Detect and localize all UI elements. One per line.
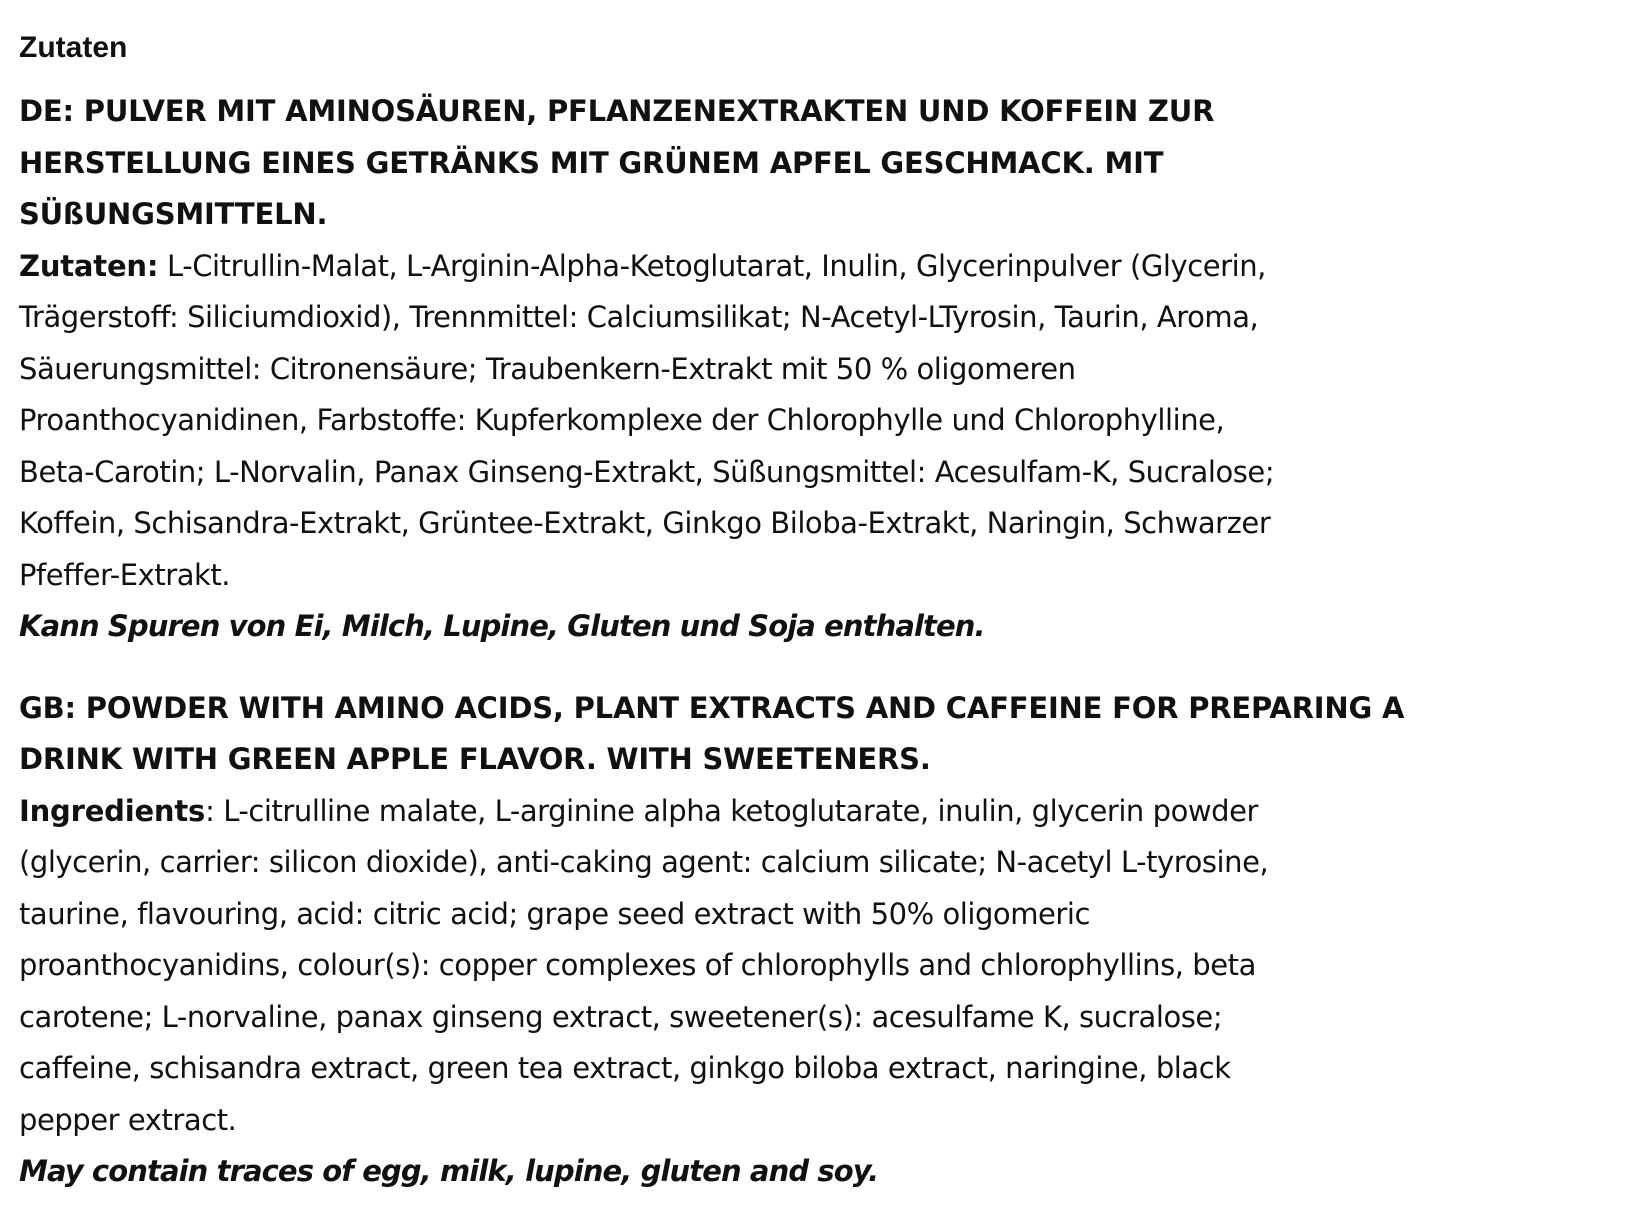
allergen-note: Kann Spuren von Ei, Milch, Lupine, Gluten und Soja enthalten. bbox=[19, 609, 985, 643]
ingredients-label: Ingredients bbox=[19, 793, 206, 828]
allergen-note: May contain traces of egg, milk, lupine, gluten and soy. bbox=[19, 1154, 879, 1188]
ingredients-line: Trägerstoff: Siliciumdioxid), Trennmittel: Calciumsilikat; N-Acetyl-LTyrosin, Taurin, Aroma, bbox=[19, 300, 1259, 334]
ingredients-line: proanthocyanidins, colour(s): copper complexes of chlorophylls and chlorophyllins, beta bbox=[19, 948, 1256, 982]
ingredients-line: pepper extract. bbox=[19, 1102, 237, 1137]
ingredients-line: (glycerin, carrier: silicon dioxide), anti-caking agent: calcium silicate; N-acetyl L-tyrosine, bbox=[19, 845, 1269, 879]
ingredients-line: Koffein, Schisandra-Extrakt, Grüntee-Extrakt, Ginkgo Biloba-Extrakt, Naringin, Schwarzer bbox=[19, 506, 1271, 540]
section-de-title bbox=[19, 86, 1419, 241]
section-gb-title-line: GB: POWDER WITH AMINO ACIDS, PLANT EXTRACTS AND CAFFEINE FOR PREPARING A bbox=[19, 690, 1405, 725]
section-gb bbox=[19, 683, 1419, 1198]
ingredients-line: Proanthocyanidinen, Farbstoffe: Kupferkomplexe der Chlorophylle und Chlorophylline, bbox=[19, 403, 1225, 437]
ingredients-line: : L-citrulline malate, L-arginine alpha ketoglutarate, inulin, glycerin powder bbox=[205, 793, 1258, 828]
ingredients-line: Säuerungsmittel: Citronensäure; Traubenkern-Extrakt mit 50 % oligomeren bbox=[19, 351, 1076, 386]
section-gb-ingredients bbox=[19, 786, 1419, 1147]
section-gb-title bbox=[19, 683, 1419, 786]
ingredients-line: carotene; L-norvaline, panax ginseng extract, sweetener(s): acesulfame K, sucralose; bbox=[19, 999, 1223, 1034]
ingredients-line: L-Citrullin-Malat, L-Arginin-Alpha-Ketoglutarat, Inulin, Glycerinpulver (Glycerin, bbox=[158, 248, 1266, 283]
page-title: Zutaten bbox=[19, 31, 128, 64]
section-de-ingredients bbox=[19, 241, 1419, 602]
section-de-title-line: SÜßUNGSMITTELN. bbox=[19, 197, 328, 231]
ingredients-line: Beta-Carotin; L-Norvalin, Panax Ginseng-Extrakt, Süßungsmittel: Acesulfam-K, Sucralose; bbox=[19, 454, 1275, 489]
ingredients-line: Pfeffer-Extrakt. bbox=[19, 557, 231, 592]
section-de-title-line: DE: PULVER MIT AMINOSÄUREN, PFLANZENEXTRAKTEN UND KOFFEIN ZUR bbox=[19, 94, 1215, 128]
section-de-title-line: HERSTELLUNG EINES GETRÄNKS MIT GRÜNEM APFEL GESCHMACK. MIT bbox=[19, 145, 1164, 180]
ingredients-label: Zutaten: bbox=[19, 248, 159, 283]
ingredients-line: caffeine, schisandra extract, green tea extract, ginkgo biloba extract, naringine, black bbox=[19, 1051, 1231, 1085]
ingredients-line: taurine, flavouring, acid: citric acid; grape seed extract with 50% oligomeric bbox=[19, 896, 1090, 931]
section-de bbox=[19, 86, 1419, 653]
section-gb-title-line: DRINK WITH GREEN APPLE FLAVOR. WITH SWEETENERS. bbox=[19, 742, 931, 776]
